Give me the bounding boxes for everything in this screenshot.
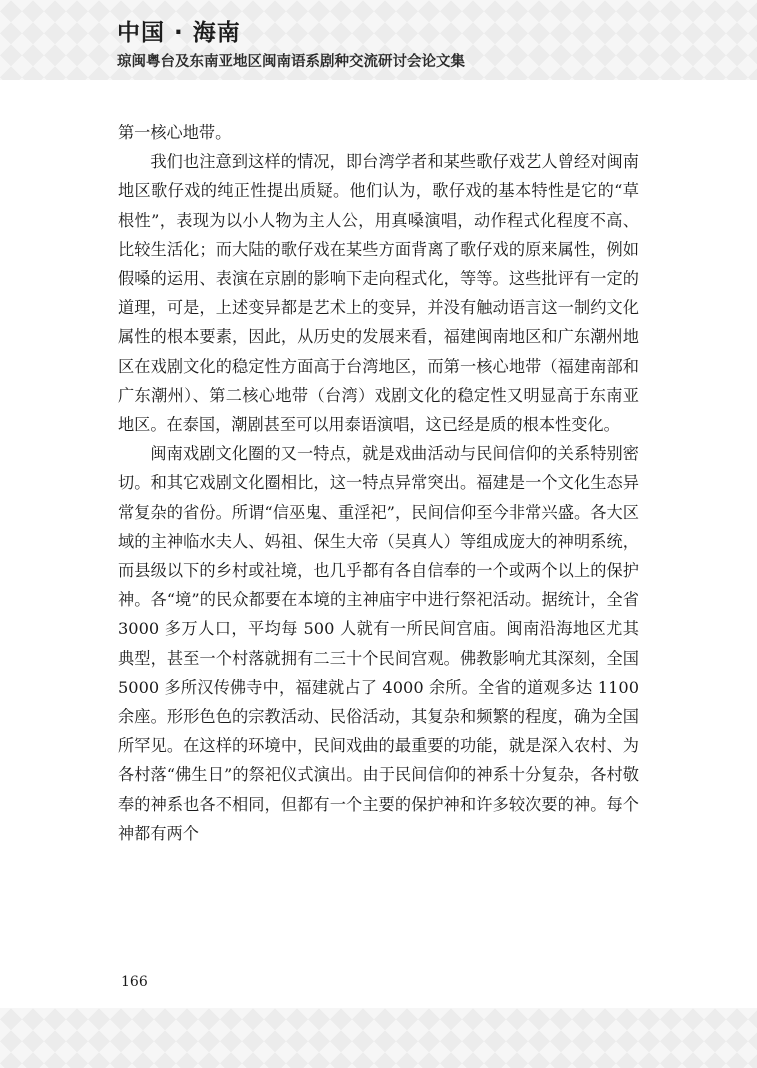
paragraph: 闽南戏剧文化圈的又一特点，就是戏曲活动与民间信仰的关系特别密切。和其它戏剧文化圈相比，这一特点异常突出。福建是一个文化生态异常复杂的省份。所谓“信巫鬼、重淫祀”，民间信仰至今非常兴盛。各大区域的主神临水夫人、妈祖、保生大帝（吴真人）等组成庞大的神明系统，而县级以下的乡村或社境，也几乎都有各自信奉的一个或两个以上的保护神。各“境”的民众都要在本境的主神庙宇中进行祭祀活动。据统计，全省 3000 多万人口，平均每 500 人就有一所民间宫庙。闽南沿海地区尤其典型，甚至一个村落就拥有二三十个民间宫观。佛教影响尤其深刻，全国 5000 多所汉传佛寺中，福建就占了 4000 余所。全省的道观多达 1100 余座。形形色色的宗教活动、民俗活动，其复杂和频繁的程度，确为全国所罕见。在这样的环境中，民间戏曲的最重要的功能，就是深入农村、为各村落“佛生日”的祭祀仪式演出。由于民间信仰的神系十分复杂，各村敬奉的神系也各不相同，但都有一个主要的保护神和许多较次要的神。每个神都有两个 — [118, 444, 639, 843]
paragraph: 我们也注意到这样的情况，即台湾学者和某些歌仔戏艺人曾经对闽南地区歌仔戏的纯正性提出质疑。他们认为，歌仔戏的基本特性是它的“草根性”，表现为以小人物为主人公，用真嗓演唱，动作程式化程度不高、比较生活化；而大陆的歌仔戏在某些方面背离了歌仔戏的原来属性，例如假嗓的运用、表演在京剧的影响下走向程式化，等等。这些批评有一定的道理，可是，上述变异都是艺术上的变异，并没有触动语言这一制约文化属性的根本要素，因此，从历史的发展来看，福建闽南地区和广东潮州地区在戏剧文化的稳定性方面高于台湾地区，而第一核心地带（福建南部和广东潮州）、第二核心地带（台湾）戏剧文化的稳定性又明显高于东南亚地区。在泰国，潮剧甚至可以用泰语演唱，这已经是质的根本性变化。 — [118, 152, 639, 435]
footer-band — [0, 1008, 757, 1068]
book-subtitle: 琼闽粤台及东南亚地区闽南语系剧种交流研讨会论文集 — [117, 54, 465, 70]
paragraph-continuation: 第一核心地带。 — [118, 123, 232, 142]
body-text — [118, 118, 639, 848]
book-title: 中国 · 海南 — [117, 20, 241, 46]
page-number: 166 — [121, 974, 148, 990]
